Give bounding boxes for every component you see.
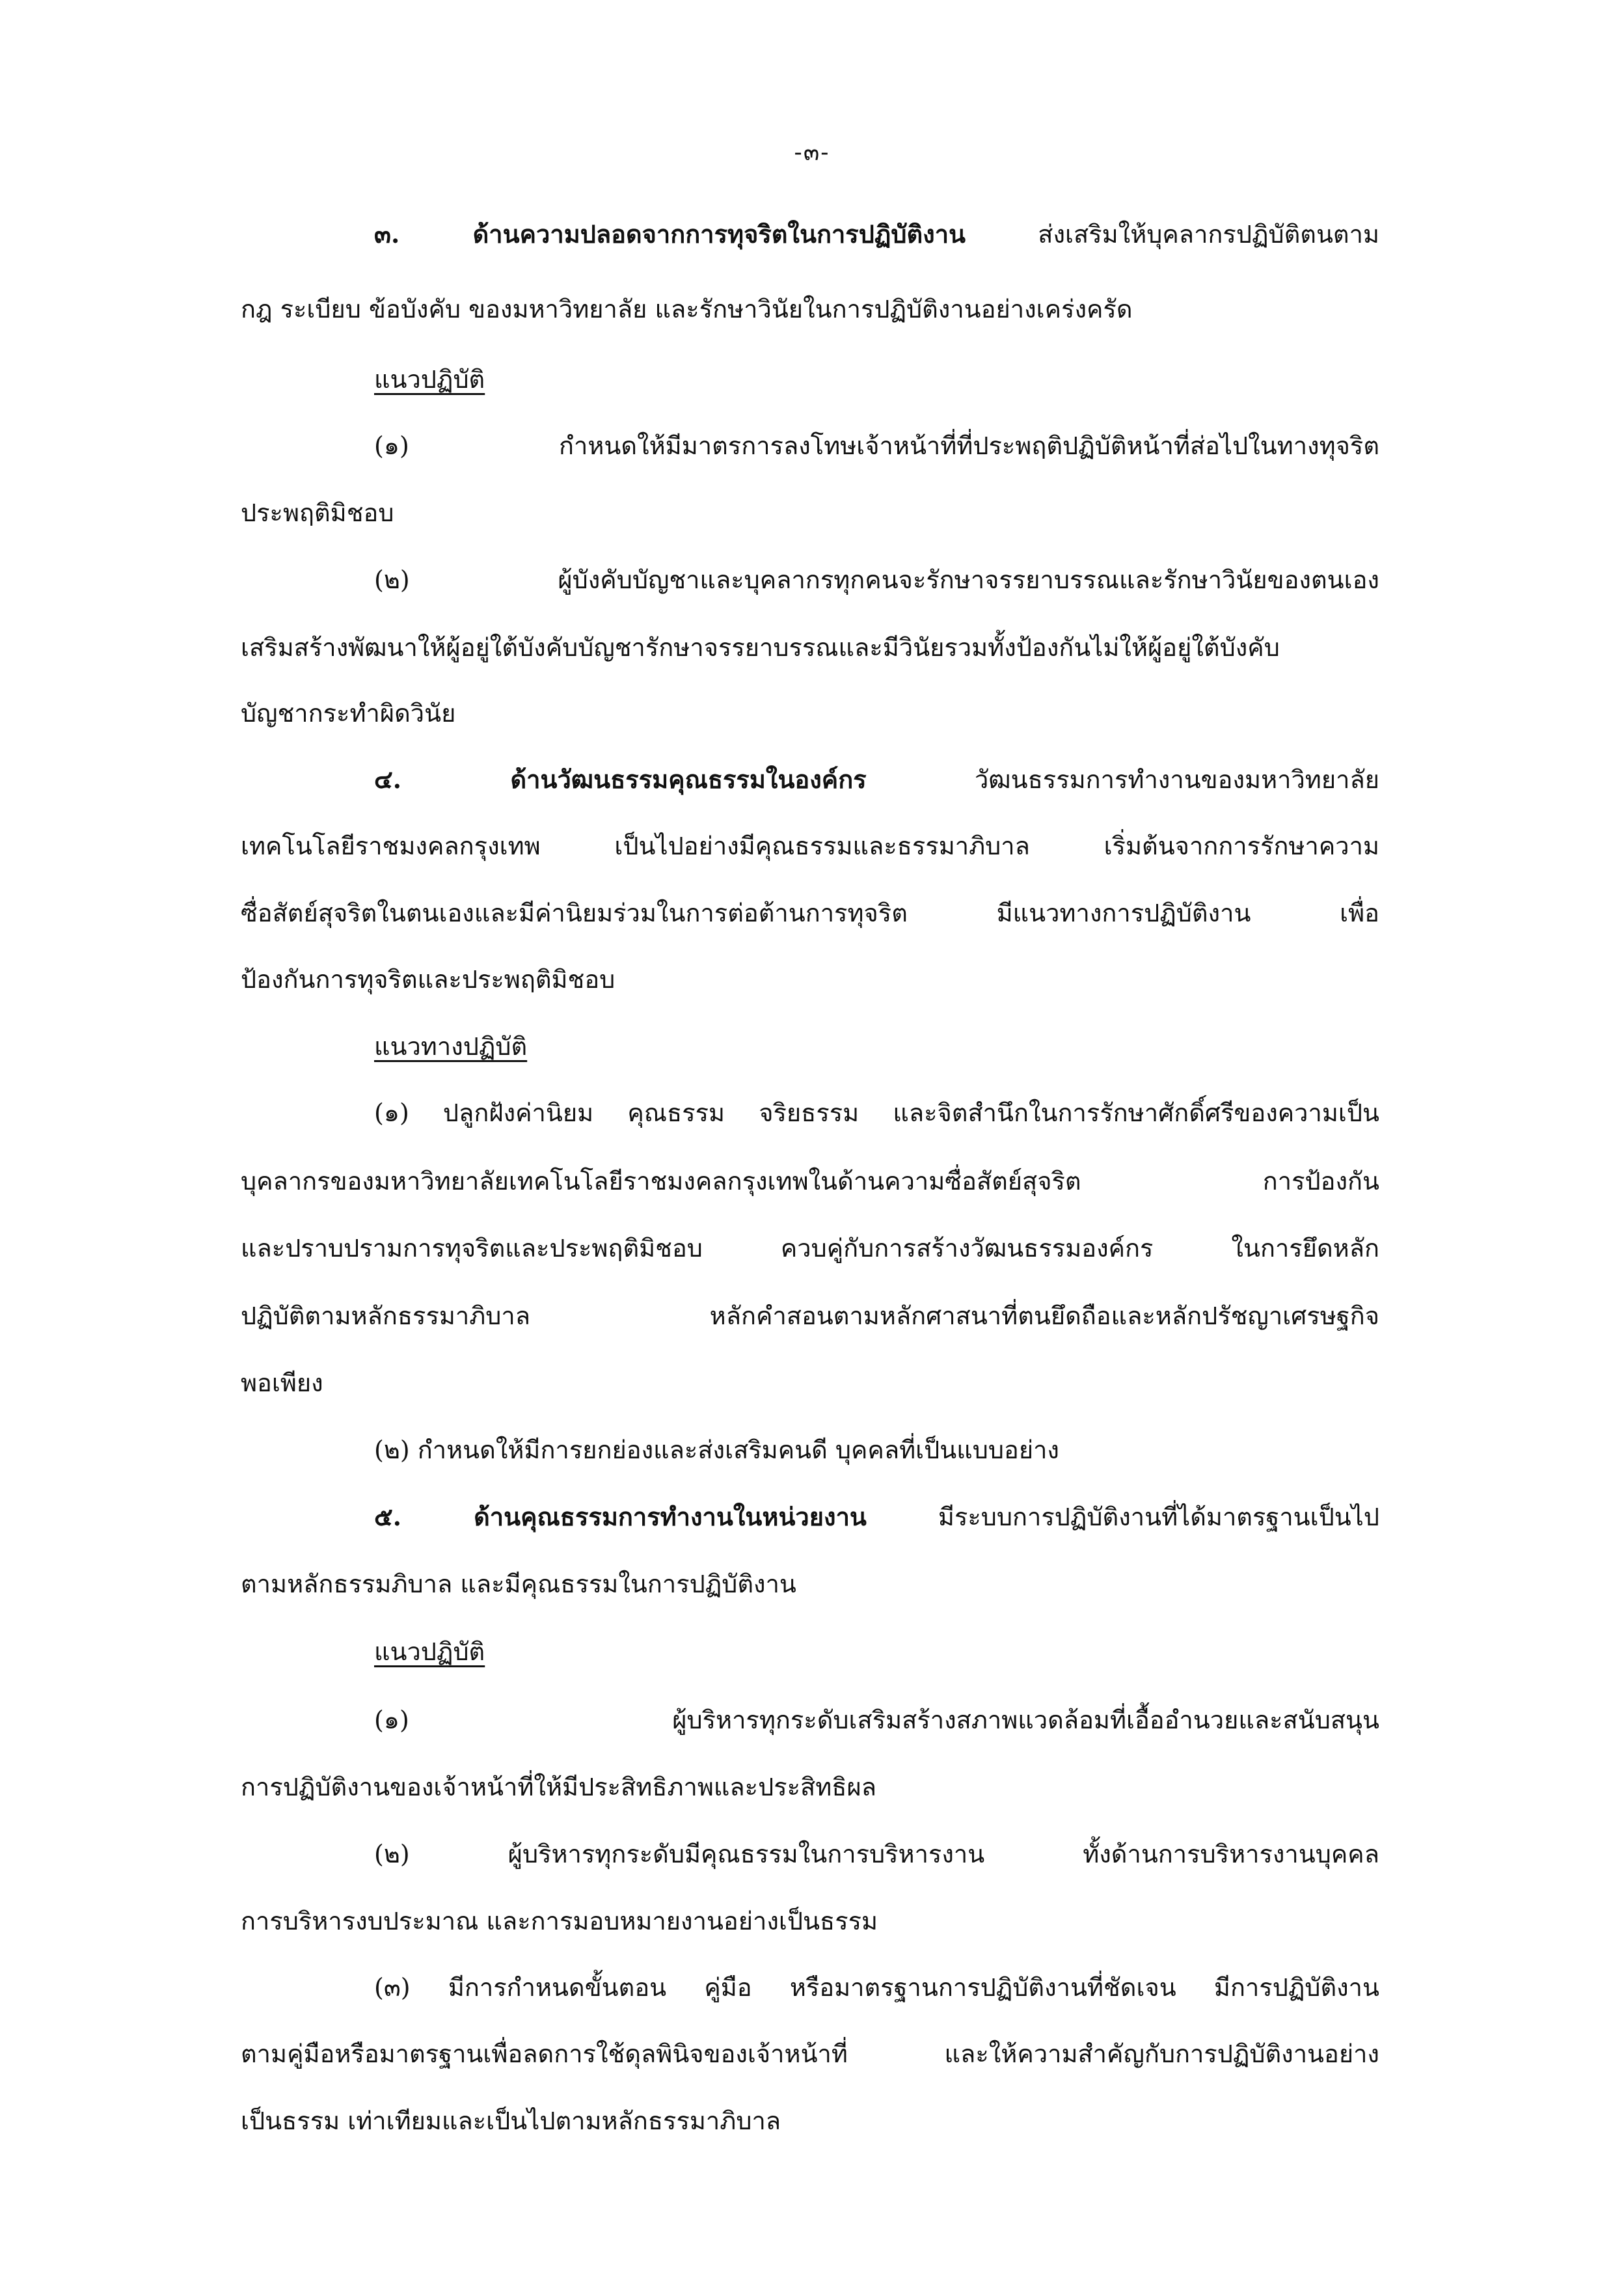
text-line: พอเพียง: [241, 1369, 323, 1397]
text-line: เสริมสร้างพัฒนาให้ผู้อยู่ใต้บังคับบัญชารักษาจรรยาบรรณและมีวินัยรวมทั้งป้องกันไม่ให้ผู้อยู่ใต้บังคับ: [241, 633, 1280, 662]
subheading-guidelines: แนวทางปฏิบัติ: [374, 1032, 528, 1061]
text-line: (๑) ผู้บริหารทุกระดับเสริมสร้างสภาพแวดล้อมที่เอื้ออำนวยและสนับสนุน: [374, 1706, 1379, 1734]
text-line: ตามหลักธรรมภิบาล และมีคุณธรรมในการปฏิบัติงาน: [241, 1570, 796, 1598]
subheading-guidelines: แนวปฏิบัติ: [374, 1637, 485, 1666]
section-3-heading-line: [374, 216, 1379, 253]
section-4-title: ๔. ด้านวัฒนธรรมคุณธรรมในองค์กร: [374, 765, 867, 794]
section-5-title: ๕. ด้านคุณธรรมการทำงานในหน่วยงาน: [374, 1502, 867, 1531]
text-line: (๑) กำหนดให้มีมาตรการลงโทษเจ้าหน้าที่ที่ประพฤติปฏิบัติหน้าที่ส่อไปในทางทุจริต: [374, 431, 1379, 460]
section-3-intro: ส่งเสริมให้บุคลากรปฏิบัติตนตาม: [966, 220, 1379, 249]
text-line: และปราบปรามการทุจริตและประพฤติมิชอบ ควบคู่กับการสร้างวัฒนธรรมองค์กร ในการยึดหลัก: [241, 1234, 1379, 1263]
text-line: (๓) มีการกำหนดขั้นตอน คู่มือ หรือมาตรฐานการปฏิบัติงานที่ชัดเจน มีการปฏิบัติงาน: [374, 1973, 1379, 2002]
text-line: ปฏิบัติตามหลักธรรมาภิบาล หลักคำสอนตามหลักศาสนาที่ตนยึดถือและหลักปรัชญาเศรษฐกิจ: [241, 1302, 1379, 1330]
text-line: ประพฤติมิชอบ: [241, 498, 394, 527]
text-line: (๒) ผู้บริหารทุกระดับมีคุณธรรมในการบริหารงาน ทั้งด้านการบริหารงานบุคคล: [374, 1840, 1379, 1868]
section-5-heading-line: [374, 1499, 1379, 1535]
section-4-intro: วัฒนธรรมการทำงานของมหาวิทยาลัย: [866, 765, 1379, 794]
text-line: ซื่อสัตย์สุจริตในตนเองและมีค่านิยมร่วมในการต่อต้านการทุจริต มีแนวทางการปฏิบัติงาน เพื่อ: [241, 899, 1379, 927]
text-line: เทคโนโลยีราชมงคลกรุงเทพ เป็นไปอย่างมีคุณธรรมและธรรมาภิบาล เริ่มต้นจากการรักษาความ: [241, 832, 1379, 860]
section-5-intro: มีระบบการปฏิบัติงานที่ได้มาตรฐานเป็นไป: [866, 1503, 1379, 1531]
text-line: การบริหารงบประมาณ และการมอบหมายงานอย่างเป็นธรรม: [241, 1907, 878, 1935]
text-line: (๒) ผู้บังคับบัญชาและบุคลากรทุกคนจะรักษาจรรยาบรรณและรักษาวินัยของตนเอง: [374, 566, 1379, 594]
text-line: (๑) ปลูกฝังค่านิยม คุณธรรม จริยธรรม และจิตสำนึกในการรักษาศักดิ์ศรีของความเป็น: [374, 1099, 1379, 1127]
page-number: -๓-: [794, 139, 830, 166]
section-3-title: ๓. ด้านความปลอดจากการทุจริตในการปฏิบัติงาน: [374, 219, 966, 249]
text-line: (๒) กำหนดให้มีการยกย่องและส่งเสริมคนดี บุคคลที่เป็นแบบอย่าง: [374, 1436, 1059, 1464]
text-line: กฎ ระเบียบ ข้อบังคับ ของมหาวิทยาลัย และรักษาวินัยในการปฏิบัติงานอย่างเคร่งครัด: [241, 295, 1133, 323]
text-line: การปฏิบัติงานของเจ้าหน้าที่ให้มีประสิทธิภาพและประสิทธิผล: [241, 1773, 876, 1801]
section-4-heading-line: [374, 761, 1379, 798]
text-line: บุคลากรของมหาวิทยาลัยเทคโนโลยีราชมงคลกรุงเทพในด้านความซื่อสัตย์สุจริต การป้องกัน: [241, 1167, 1379, 1195]
text-line: บัญชากระทำผิดวินัย: [241, 699, 456, 728]
text-line: เป็นธรรม เท่าเทียมและเป็นไปตามหลักธรรมาภิบาล: [241, 2107, 781, 2135]
text-line: ป้องกันการทุจริตและประพฤติมิชอบ: [241, 965, 616, 994]
text-line: ตามคู่มือหรือมาตรฐานเพื่อลดการใช้ดุลพินิจของเจ้าหน้าที่ และให้ความสำคัญกับการปฏิบัติงานอย่าง: [241, 2040, 1379, 2068]
subheading-guidelines: แนวปฏิบัติ: [374, 365, 485, 394]
